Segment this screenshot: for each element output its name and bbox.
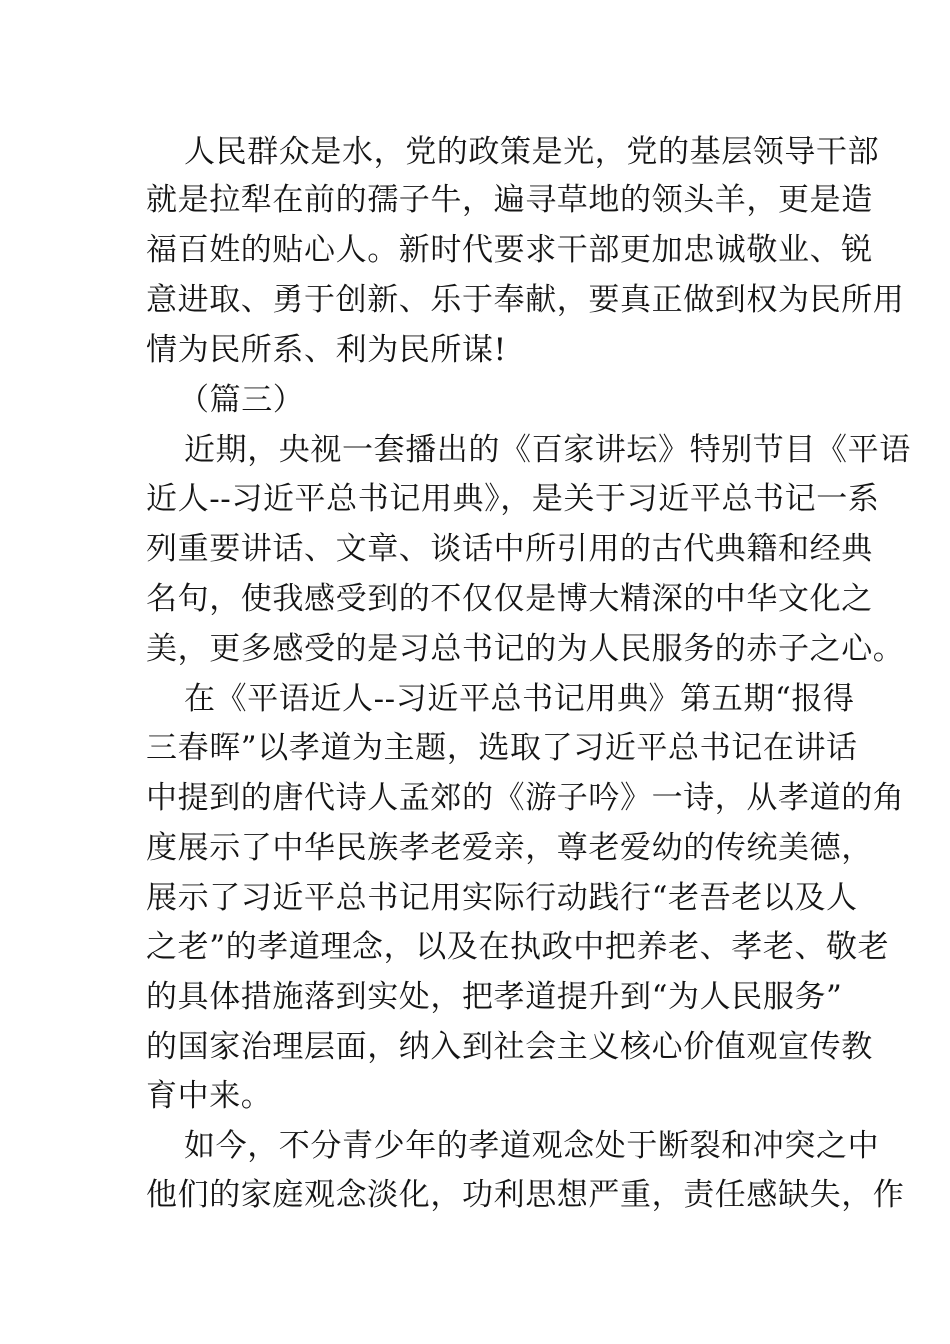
paragraph-4-line-1: 如今，不分青少年的孝道观念处于断裂和冲突之中 — [184, 1128, 880, 1164]
paragraph-3-line-4: 度展示了中华民族孝老爱亲，尊老爱幼的传统美德， — [146, 830, 873, 866]
paragraph-1-line-3: 福百姓的贴心人。新时代要求干部更加忠诚敬业、锐 — [146, 232, 873, 268]
paragraph-1-line-5: 情为民所系、利为民所谋! — [146, 332, 507, 368]
section-heading: （篇三） — [178, 382, 305, 418]
paragraph-1-line-1: 人民群众是水，党的政策是光，党的基层领导干部 — [184, 134, 880, 170]
paragraph-2-line-2: 近人--习近平总书记用典》，是关于习近平总书记一系 — [146, 481, 880, 517]
paragraph-1-line-2: 就是拉犁在前的孺子牛，遍寻草地的领头羊，更是造 — [146, 182, 873, 218]
paragraph-3-line-9: 育中来。 — [146, 1078, 273, 1114]
paragraph-3-line-8: 的国家治理层面，纳入到社会主义核心价值观宣传教 — [146, 1029, 873, 1065]
paragraph-3-line-6: 之老”的孝道理念，以及在执政中把养老、孝老、敬老 — [146, 929, 890, 965]
paragraph-3-line-3: 中提到的唐代诗人孟郊的《游子吟》一诗，从孝道的角 — [146, 780, 905, 816]
paragraph-2-line-4: 名句，使我感受到的不仅仅是博大精深的中华文化之 — [146, 581, 873, 617]
paragraph-2-line-5: 美，更多感受的是习总书记的为人民服务的赤子之心。 — [146, 631, 905, 667]
paragraph-1-line-4: 意进取、勇于创新、乐于奉献，要真正做到权为民所用 — [146, 282, 905, 318]
paragraph-3-line-7: 的具体措施落到实处，把孝道提升到“为人民服务” — [146, 979, 843, 1015]
paragraph-4-line-2: 他们的家庭观念淡化，功利思想严重，责任感缺失，作 — [146, 1177, 905, 1213]
paragraph-3-line-2: 三春晖”以孝道为主题，选取了习近平总书记在讲话 — [146, 730, 858, 766]
paragraph-3-line-1: 在《平语近人--习近平总书记用典》第五期“报得 — [184, 681, 855, 717]
paragraph-2-line-1: 近期，央视一套播出的《百家讲坛》特别节目《平语 — [184, 432, 911, 468]
paragraph-2-line-3: 列重要讲话、文章、谈话中所引用的古代典籍和经典 — [146, 531, 873, 567]
paragraph-3-line-5: 展示了习近平总书记用实际行动践行“老吾老以及人 — [146, 880, 858, 916]
